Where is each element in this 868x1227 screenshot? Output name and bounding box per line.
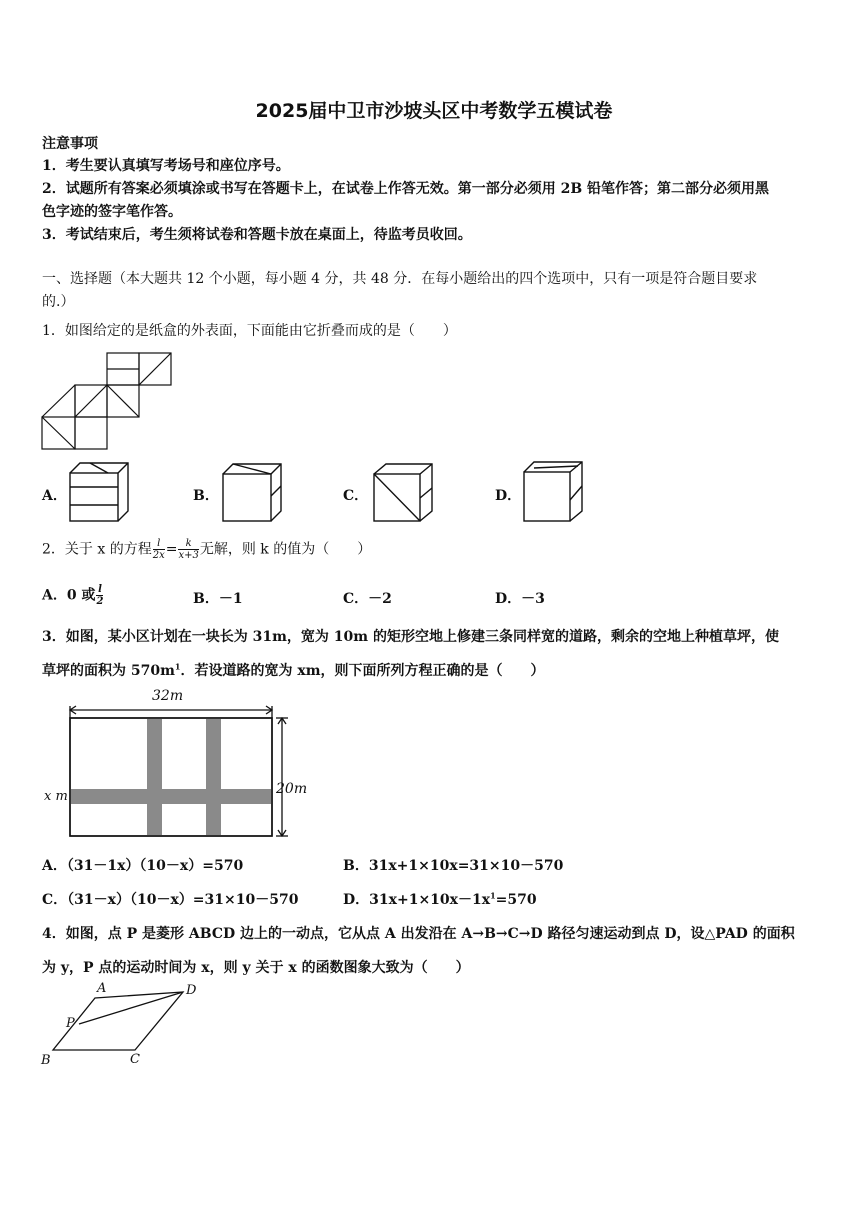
page-title: 2025届中卫市沙坡头区中考数学五模试卷 — [255, 100, 613, 122]
q2-equals: = — [165, 541, 178, 558]
q2-frac2-den: x+3 — [178, 550, 199, 561]
q3-opt-d-sup: 1 — [490, 890, 496, 901]
q2-opt-a-den: 2 — [96, 596, 104, 607]
q3-line2-pre: 草坪的面积为 570m — [42, 663, 175, 679]
q4-stem-line1: 4．如图，点 P 是菱形 ABCD 边上的一动点，它从点 A 出发沿在 A→B→C→D 路径匀速运动到点 D，设△PAD 的面积 — [42, 926, 795, 942]
q3-option-c: C．（31－x）（10－x）=31×10－570 — [42, 892, 299, 908]
q3-opt-d-pre: D．31x+1×10x－1x — [343, 892, 491, 908]
q2-opt-a-num: l — [98, 584, 102, 595]
notice-item-2-cont: 色字迹的签字笔作答。 — [42, 204, 182, 220]
q3-option-b: B．31x+1×10x=31×10－570 — [343, 858, 564, 874]
q1-option-c: C． — [343, 488, 369, 504]
q2-frac1-den: 2x — [152, 550, 165, 561]
q3-road-width-label: x m — [44, 789, 68, 804]
q4-stem-line2: 为 y，P 点的运动时间为 x，则 y 关于 x 的函数图象大致为（ ） — [42, 960, 470, 976]
q2-stem-pre: 2．关于 x 的方程 — [42, 541, 152, 558]
q2-option-b: B．－1 — [193, 591, 243, 607]
section-heading-cont: 的.） — [42, 294, 75, 310]
q3-line2-post: ．若设道路的宽为 xm，则下面所列方程正确的是（ ） — [180, 663, 545, 679]
notice-item-1: 1．考生要认真填写考场号和座位序号。 — [42, 158, 290, 174]
q4-label-a: A — [97, 981, 107, 996]
q1-option-a: A． — [42, 488, 67, 504]
q3-stem-line1: 3．如图，某小区计划在一块长为 31m，宽为 10m 的矩形空地上修建三条同样宽的道路，剩余的空地上种植草坪，使 — [42, 629, 779, 645]
q2-frac2-num: k — [178, 538, 198, 550]
q2-option-d: D．－3 — [495, 591, 545, 607]
q2-option-c: C．－2 — [343, 591, 392, 607]
q4-label-p: P — [66, 1016, 75, 1031]
q3-line2-sup: 1 — [174, 661, 181, 672]
q3-length-label: 32m — [152, 688, 184, 704]
q4-label-b: B — [41, 1053, 51, 1068]
q2-stem-post: 无解，则 k 的值为（ ） — [199, 541, 372, 558]
notice-item-3: 3．考试结束后，考生须将试卷和答题卡放在桌面上，待监考员收回。 — [42, 227, 472, 243]
q1-option-b: B． — [193, 488, 219, 504]
q3-width-label: 20m — [276, 781, 308, 797]
section-heading: 一、选择题（本大题共 12 个小题，每小题 4 分，共 48 分．在每小题给出的四个选项中，只有一项是符合题目要求 — [42, 271, 758, 287]
q4-label-c: C — [130, 1052, 140, 1067]
notice-item-2: 2．试题所有答案必须填涂或书写在答题卡上，在试卷上作答无效。第一部分必须用 2B 铅笔作答；第二部分必须用黑 — [42, 181, 770, 197]
q1-stem: 1．如图给定的是纸盒的外表面，下面能由它折叠而成的是（ ） — [42, 323, 457, 339]
q3-opt-d-post: =570 — [495, 892, 537, 908]
q1-option-d: D． — [495, 488, 522, 504]
notice-heading: 注意事项 — [42, 136, 98, 152]
q3-option-a: A．（31－1x）（10－x）=570 — [42, 858, 244, 874]
q2-option-a-pre: A．0 或 — [42, 587, 96, 604]
q2-frac1-num: l — [153, 538, 165, 550]
q4-label-d: D — [186, 983, 197, 998]
